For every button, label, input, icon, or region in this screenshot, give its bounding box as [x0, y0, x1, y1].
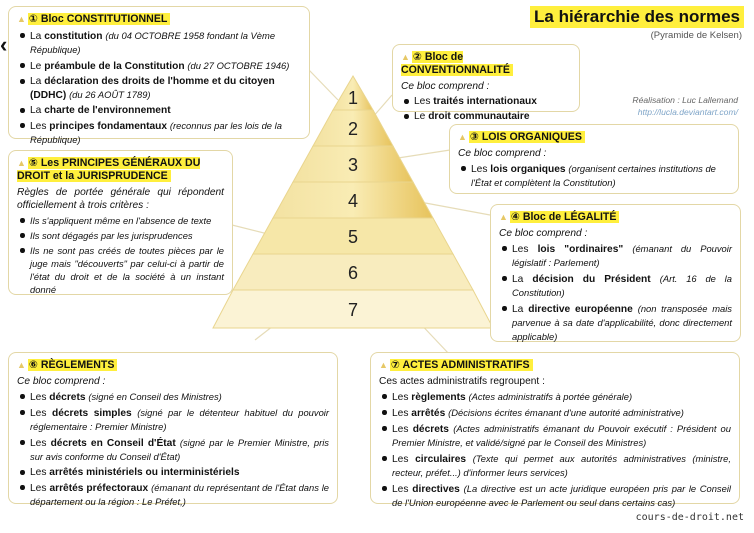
pyramid-label-4: 4: [347, 191, 359, 211]
pyramid-label-7: 7: [347, 300, 359, 320]
box-intro: Ce bloc comprend :: [458, 148, 547, 159]
page-subtitle: (Pyramide de Kelsen): [650, 30, 742, 41]
list-item: Les arrêtés préfectoraux (émanant du représentant de l'État dans le département ou la région : Le Préfet,): [17, 481, 329, 509]
list-item: Les traités internationaux: [401, 95, 571, 108]
list-item: Les décrets simples (signé par le détenteur habituel du pouvoir réglementaire : Premier Ministre): [17, 406, 329, 434]
list-item: Ils ne sont pas créés de toutes pièces par le juge mais "découverts" par celui-ci à partir de l'état du droit et de la société à un instant donné: [17, 244, 224, 296]
pyramid-label-6: 6: [347, 263, 359, 283]
pyramid-label-2: 2: [347, 119, 359, 139]
list-item: Le droit communautaire: [401, 110, 571, 123]
box-intro: Ce bloc comprend :: [401, 81, 490, 92]
item-list: [401, 95, 571, 123]
box-intro: Ce bloc comprend :: [17, 376, 106, 387]
box-bloc-legalite: [490, 204, 741, 342]
footer-site[interactable]: cours-de-droit.net: [635, 512, 744, 523]
pyramid-label-1: 1: [347, 88, 359, 108]
box-title: ③ LOIS ORGANIQUES: [469, 131, 585, 143]
triangle-icon: ▲: [458, 132, 467, 142]
list-item: Les lois "ordinaires" (émanant du Pouvoir législatif : Parlement): [499, 242, 732, 270]
box-title: ⑦ ACTES ADMINISTRATIFS: [390, 359, 533, 371]
list-item: Les décrets (Actes administratifs émanant du Pouvoir exécutif : Président ou Premier Ministre, et validé/signé par le Conseil des Ministres): [379, 422, 731, 450]
box-lois-organiques: [449, 124, 739, 194]
item-list: [458, 162, 730, 190]
triangle-icon: ▲: [17, 360, 26, 370]
credit: [632, 94, 738, 118]
page-title: La hiérarchie des normes: [530, 6, 744, 28]
pyramid-label-3: 3: [347, 155, 359, 175]
list-item: La déclaration des droits de l'homme et du citoyen (DDHC) (du 26 AOÛT 1789): [17, 75, 301, 102]
credit-author: Réalisation : Luc Lallemand: [632, 95, 738, 105]
box-title: ⑥ RÈGLEMENTS: [28, 359, 118, 371]
box-bloc-conventionnalite: [392, 44, 580, 122]
triangle-icon: ▲: [379, 360, 388, 370]
pyramid-label-5: 5: [347, 227, 359, 247]
list-item: La décision du Président (Art. 16 de la Constitution): [499, 272, 732, 300]
list-item: Ils s'appliquent même en l'absence de texte: [17, 214, 224, 227]
credit-url[interactable]: http://lucla.deviantart.com/: [637, 107, 738, 117]
triangle-icon: ▲: [499, 212, 508, 222]
box-title: ⑤ Les PRINCIPES GÉNÉRAUX DU DROIT et la JURISPRUDENCE: [17, 157, 201, 182]
list-item: Le préambule de la Constitution (du 27 OCTOBRE 1946): [17, 59, 301, 73]
list-item: Ils sont dégagés par les jurisprudences: [17, 229, 224, 242]
list-item: La constitution (du 04 OCTOBRE 1958 fondant la Vème République): [17, 29, 301, 57]
box-principes-generaux: [8, 150, 233, 295]
box-title: ① Bloc CONSTITUTIONNEL: [28, 13, 170, 25]
box-intro: Ces actes administratifs regroupent :: [379, 376, 545, 387]
list-item: La charte de l'environnement: [17, 104, 301, 117]
item-list: [17, 29, 301, 147]
box-bloc-constitutionnel: [8, 6, 310, 145]
list-item: Les directives (La directive est un acte juridique européen pris par le Conseil de l'Union européenne avec le Parlement ou seul dans certains cas): [379, 482, 731, 510]
list-item: Les décrets (signé en Conseil des Ministres): [17, 390, 329, 404]
item-list: [17, 214, 224, 296]
nav-back-arrow[interactable]: ‹: [0, 32, 8, 57]
list-item: Les arrêtés ministériels ou interministériels: [17, 466, 329, 479]
box-intro: Règles de portée générale qui répondent officiellement à trois critères :: [17, 187, 224, 211]
list-item: Les lois organiques (organisent certaines institutions de l'État et complètent la Constitution): [458, 162, 730, 190]
list-item: Les circulaires (Texte qui permet aux autorités administratives (ministre, recteur, préfet...) d'informer leurs services): [379, 452, 731, 480]
triangle-icon: ▲: [401, 52, 410, 62]
box-title: ② Bloc de CONVENTIONNALITÉ: [401, 51, 513, 76]
box-actes-administratifs: [370, 352, 740, 508]
box-reglements: [8, 352, 338, 507]
list-item: Les arrêtés (Décisions écrites émanant d'une autorité administrative): [379, 406, 731, 420]
box-title: ④ Bloc de LÉGALITÉ: [510, 211, 620, 223]
item-list: [379, 390, 731, 510]
triangle-icon: ▲: [17, 158, 26, 168]
list-item: La directive européenne (non transposée mais parvenue à sa date d'applicabilité, donc directement applicable): [499, 302, 732, 344]
item-list: [499, 242, 732, 344]
list-item: Les décrets en Conseil d'État (signé par le Premier Ministre, pris sur avis conforme du Conseil d'État): [17, 436, 329, 464]
triangle-icon: ▲: [17, 14, 26, 24]
box-intro: Ce bloc comprend :: [499, 228, 588, 239]
item-list: [17, 390, 329, 509]
list-item: Les principes fondamentaux (reconnus par les lois de la République): [17, 119, 301, 147]
list-item: Les règlements (Actes administratifs à portée générale): [379, 390, 731, 404]
